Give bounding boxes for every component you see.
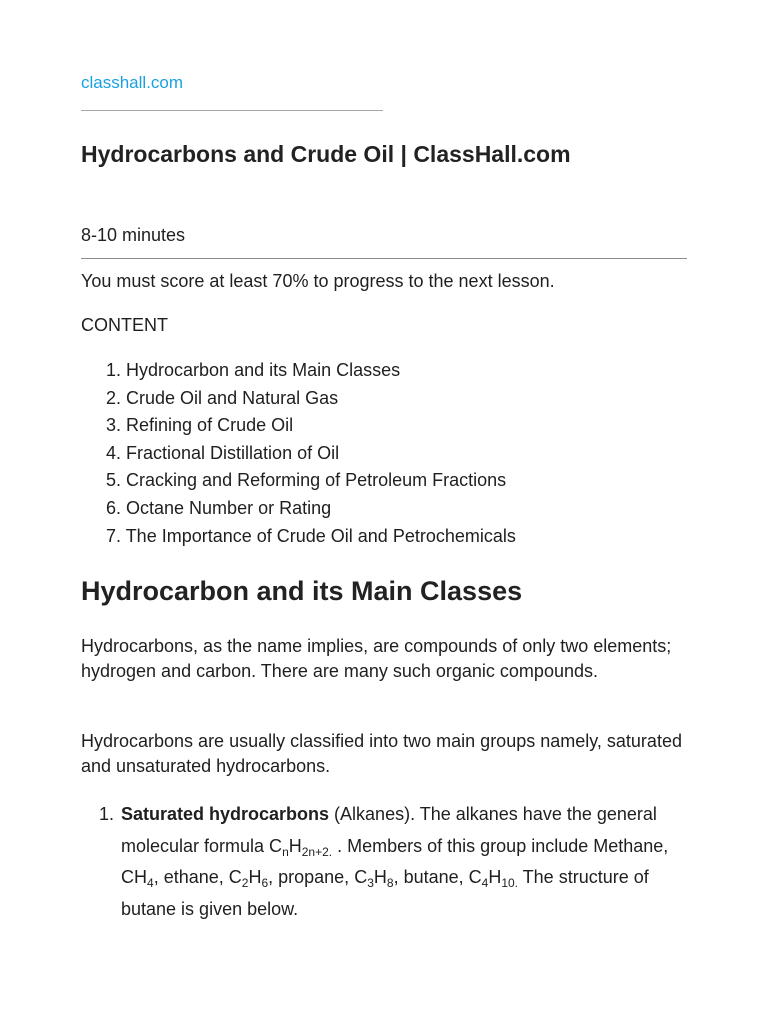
subscript: 3 — [367, 876, 374, 890]
toc-label: Hydrocarbon and its Main Classes — [126, 360, 401, 380]
toc-label: Crude Oil and Natural Gas — [126, 387, 339, 408]
subscript: n — [282, 844, 289, 859]
text-run: H — [288, 835, 302, 856]
toc-item[interactable] — [81, 412, 516, 440]
toc-item[interactable] — [81, 385, 516, 413]
toc-label: Octane Number or Rating — [126, 497, 332, 518]
page-title: Hydrocarbons and Crude Oil | ClassHall.com — [81, 141, 571, 167]
toc-number: 3. — [105, 415, 121, 436]
toc-number: 1. — [105, 360, 121, 380]
subscript: 8 — [386, 876, 394, 890]
list-item-body — [121, 799, 687, 925]
intro-paragraph: Hydrocarbons are usually classified into two main groups namely, saturated and unsaturated hydrocarbons. — [81, 731, 682, 776]
toc-number: 6. — [105, 497, 121, 518]
list-number: 1. — [98, 804, 114, 824]
toc-label: The Importance of Crude Oil and Petrochemicals — [125, 525, 516, 546]
toc-number: 5. — [105, 470, 121, 491]
text-run: H — [488, 867, 502, 887]
subscript: 2n+2. — [301, 844, 333, 859]
site-link[interactable]: classhall.com — [81, 73, 184, 92]
subscript: 4 — [481, 876, 489, 890]
toc-item[interactable] — [81, 495, 516, 523]
text-run: The structure of butane is given below. — [121, 867, 649, 919]
toc-number: 7. — [105, 525, 121, 546]
saturated-hydrocarbons-item — [81, 799, 687, 925]
read-time: 8-10 minutes — [81, 225, 186, 245]
subscript: 6 — [261, 876, 269, 890]
text-run: . Members of this group include Methane, CH — [121, 835, 669, 887]
meta-divider — [81, 258, 687, 259]
subscript: 4 — [147, 876, 154, 890]
site-divider — [81, 110, 383, 111]
text-run: H — [248, 867, 262, 887]
text-run: , propane, C — [268, 867, 368, 887]
toc-label: Refining of Crude Oil — [126, 415, 294, 436]
toc-item[interactable] — [81, 467, 516, 495]
subscript: 10. — [501, 876, 518, 890]
toc-item[interactable] — [81, 440, 516, 468]
toc-item[interactable] — [81, 357, 516, 385]
content-label: CONTENT — [81, 315, 168, 335]
table-of-contents — [81, 357, 516, 550]
subscript: 2 — [241, 876, 249, 890]
toc-label: Fractional Distillation of Oil — [126, 442, 340, 463]
section-heading: Hydrocarbon and its Main Classes — [81, 576, 523, 606]
text-run: , butane, C — [393, 867, 482, 887]
toc-number: 2. — [105, 387, 121, 408]
intro-paragraph: Hydrocarbons, as the name implies, are compounds of only two elements; hydrogen and carbon. There are many such organic compounds. — [81, 636, 672, 681]
score-requirement: You must score at least 70% to progress to the next lesson. — [81, 271, 555, 291]
toc-number: 4. — [105, 442, 121, 463]
toc-label: Cracking and Reforming of Petroleum Fractions — [126, 470, 507, 491]
text-run: (Alkanes). The alkanes have the general molecular formula C — [121, 804, 657, 856]
term-bold: Saturated hydrocarbons — [121, 804, 330, 824]
text-run: H — [373, 867, 387, 887]
text-run: , ethane, C — [153, 867, 242, 887]
toc-item[interactable] — [81, 523, 516, 551]
